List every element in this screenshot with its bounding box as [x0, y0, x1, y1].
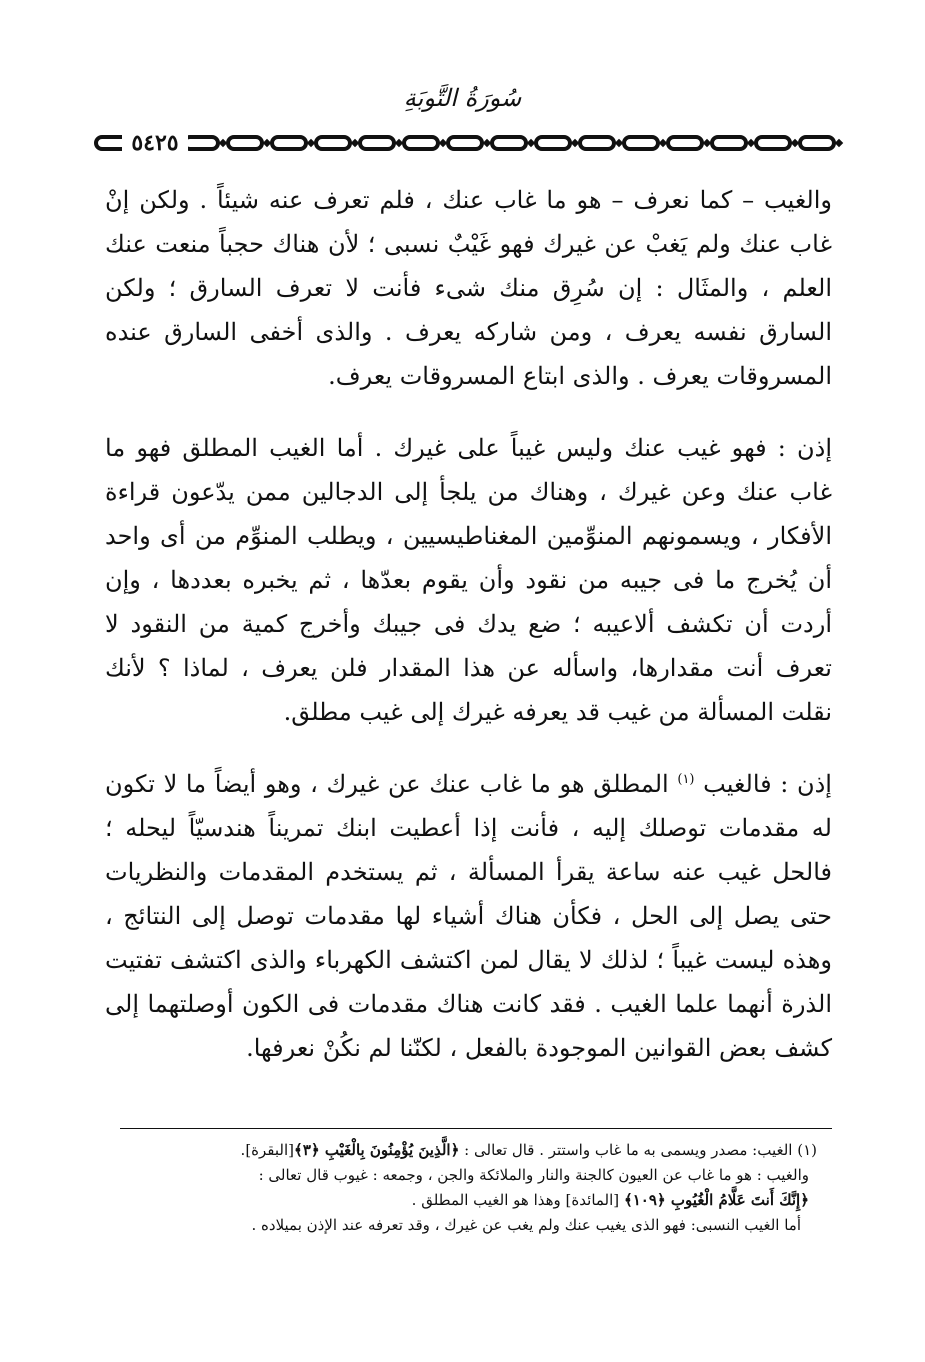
- chain-link: [448, 137, 482, 149]
- chain-link: [184, 137, 218, 149]
- chain-link: [800, 137, 834, 149]
- chain-diamond: [747, 139, 755, 147]
- chain-link: [580, 137, 614, 149]
- footnote-1-text: (١) الغيب: مصدر ويسمى به ما غاب واستتر . قال تعالى :: [464, 1141, 817, 1159]
- chain-diamond: [219, 139, 227, 147]
- chain-link: [228, 137, 262, 149]
- chain-diamond: [351, 139, 359, 147]
- paragraph-3: [105, 762, 832, 1070]
- chain-diamond: [835, 139, 843, 147]
- chain-diamond: [307, 139, 315, 147]
- chain-link: [624, 137, 658, 149]
- chain-diamond: [483, 139, 491, 147]
- footnote-divider: [120, 1128, 832, 1129]
- footnote-line-3: [105, 1188, 817, 1213]
- footnote-line-1: [105, 1138, 817, 1163]
- chain-diamond: [527, 139, 535, 147]
- paragraph-3-rest: المطلق هو ما غاب عنك عن غيرك ، وهو أيضاً ما لا تكون له مقدمات توصلك إليه ، فأنت إذا أعطيت ابنك تمريناً هندسيّاً ليحله ؛ فالحل غيب عنه ساعة يقرأ المسألة ، ثم يستخدم المقدمات والنظريات حتى يصل إلى الحل ، فكأن هناك أشياء لها مقدمات توصل إلى النتائج ، وهذه ليست غيباً ؛ لذلك لا يقال لمن اكتشف الكهرباء والذى اكتشف تفتيت الذرة أنهما علما الغيب . فقد كانت هناك مقدمات فى الكون أوصلتهما إلى كشف بعض القوانين الموجودة بالفعل ، لكنّنا لم نكُنْ نعرفها.: [105, 770, 832, 1062]
- chain-link: [404, 137, 438, 149]
- footnotes: [105, 1138, 817, 1238]
- chain-link: [536, 137, 570, 149]
- page-number: ٥٤٢٥: [122, 130, 188, 156]
- paragraph-3-start: إذن : فالغيب: [703, 770, 832, 798]
- paragraph-2: إذن : فهو غيب عنك وليس غيباً على غيرك . أما الغيب المطلق فهو ما غاب عنك وعن غيرك ، وهناك من يلجأ إلى الدجالين ممن يدّعون قراءة الأفكار ، ويسمونهم المنوِّمين المغناطيسيين ، ويطلب المنوِّم من أى واحد أن يُخرج ما فى جيبه من نقود وأن يقوم بعدّها ، ثم يخبره بعددها ، وإن أردت أن تكشف ألاعيبه ؛ ضع يدك فى جيبك وأخرج كمية من النقود لا تعرف أنت مقدارها، واسأله عن هذا المقدار فلن يعرف ، لماذا ؟ لأنك نقلت المسألة من غيب قد يعرفه غيرك إلى غيب مطلق.: [105, 434, 832, 726]
- chain-link: [668, 137, 702, 149]
- chain-diamond: [439, 139, 447, 147]
- chain-diamond: [395, 139, 403, 147]
- header-ornament-border: [92, 128, 848, 158]
- chain-link: [272, 137, 306, 149]
- chain-link: [492, 137, 526, 149]
- chain-diamond: [791, 139, 799, 147]
- footnote-3-ref: [المائدة] وهذا هو الغيب المطلق .: [411, 1191, 620, 1209]
- chain-link: [712, 137, 746, 149]
- footnote-1-ayah: ﴿الَّذِينَ يُؤْمِنُونَ بِالْغَيْبِ ﴿٣﴾: [294, 1141, 460, 1159]
- chain-diamond: [703, 139, 711, 147]
- chain-link: [316, 137, 350, 149]
- chain-ornament-icon: [92, 128, 848, 158]
- chain-diamond: [571, 139, 579, 147]
- footnote-line-4: أما الغيب النسبى: فهو الذى يغيب عنك ولم يغب عن غيرك ، وقد تعرفه عند الإذن بميلاده .: [251, 1216, 801, 1234]
- chain-diamond: [659, 139, 667, 147]
- footnote-3-ayah: ﴿إِنَّكَ أَنتَ عَلَّامُ الْغُيُوبِ ﴿١٠٩﴾: [623, 1191, 809, 1209]
- paragraph-1: والغيب – كما نعرف – هو ما غاب عنك ، فلم تعرف عنه شيئاً . ولكن إنْ غاب عنك ولم يَغبْ عن غيرك فهو غَيْبٌ نسبى ؛ لأن هناك حجباً منعت عنك العلم ، والمثَال : إن سُرِق منك شىء فأنت لا تعرف السارق ؛ ولكن السارق نفسه يعرف ، ومن شاركه يعرف . والذى أخفى السارق عنده المسروقات يعرف . والذى ابتاع المسروقات يعرف.: [105, 186, 832, 390]
- surah-title: سُورَةُ التَّوبَةِ: [403, 84, 522, 112]
- chain-link: [360, 137, 394, 149]
- footnote-reference[interactable]: (١): [677, 772, 695, 787]
- chain-link: [756, 137, 790, 149]
- chain-diamond: [263, 139, 271, 147]
- footnote-line-2: والغيب : هو ما غاب عن العيون كالجنة والنار والملائكة والجن ، وجمعه : غيوب قال تعالى :: [258, 1166, 809, 1184]
- footnote-1-ref: [البقرة].: [240, 1141, 295, 1159]
- chain-diamond: [615, 139, 623, 147]
